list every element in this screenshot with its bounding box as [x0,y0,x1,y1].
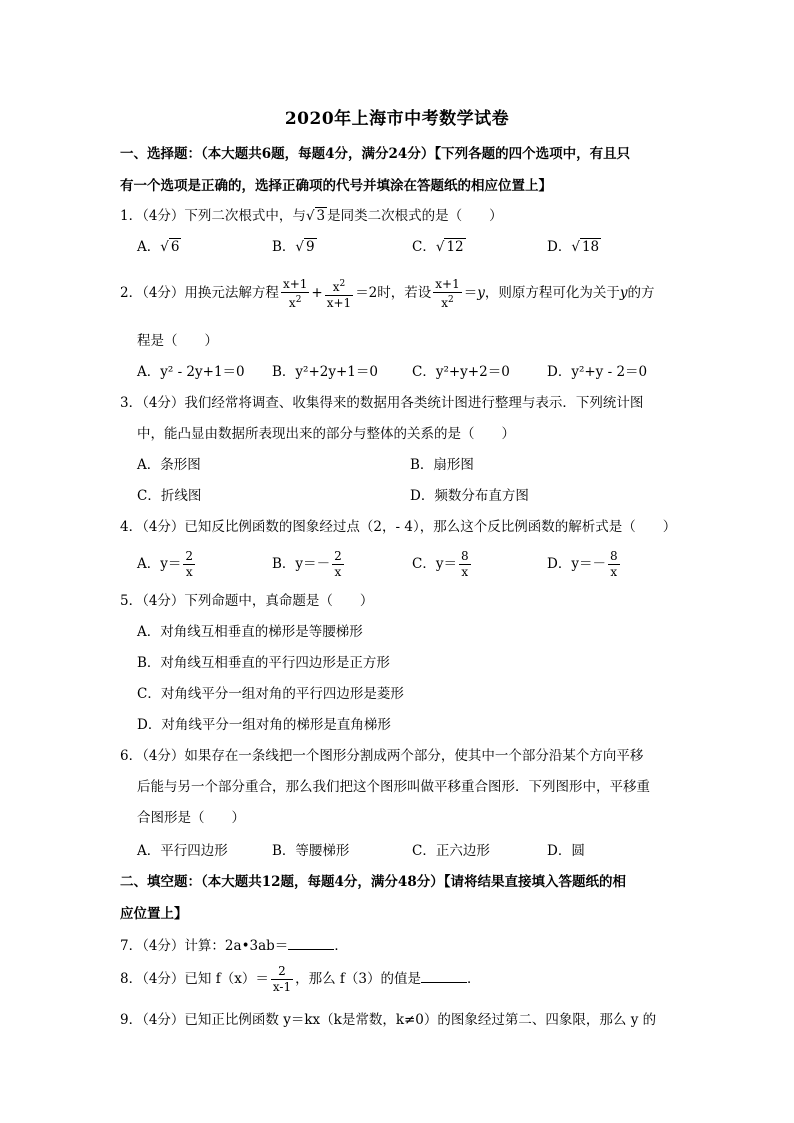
q5-option-d[interactable]: D．对角线平分一组对角的梯形是直角梯形 [137,717,391,733]
q4-option-c[interactable]: C．y＝ $\frac{8}{x}$ [412,549,469,579]
q2-fraction-3: $\frac{x+1}{x^2}$ [435,276,460,310]
q8-fraction: $\frac{2}{x-1}$ [272,964,292,994]
q4-option-a[interactable]: A．y＝ $\frac{2}{x}$ [137,549,194,579]
q3-line1: 3．（4分）我们经常将调查、收集得来的数据用各类统计图进行整理与表示．下列统计图 [120,395,644,411]
q3-option-a[interactable]: A．条形图 [137,457,201,473]
q4-line1: 4．（4分）已知反比例函数的图象经过点（2，- 4），那么这个反比例函数的解析式是（ ） [120,519,677,535]
q1-option-d[interactable]: D．√ 18 [547,239,600,255]
question-7: 7．（4分）计算：2a•3ab＝ ． [120,935,348,956]
q5-option-c[interactable]: C．对角线平分一组对角的平行四边形是菱形 [137,686,404,702]
q1-option-a[interactable]: A．√ 6 [137,239,180,255]
q6-line3: 合图形是（ ） [137,810,245,826]
section1-header-line2: 有一个选项是正确的，选择正确项的代号并填涂在答题纸的相应位置上】 [120,178,552,194]
q5-option-a[interactable]: A．对角线互相垂直的梯形是等腰梯形 [137,624,363,640]
q5-line1: 5．（4分）下列命题中，真命题是（ ） [120,593,374,609]
q3-option-b[interactable]: B．扇形图 [410,457,474,473]
question-8: 8．（4分）已知 f（x）＝ $\frac{2}{x-1}$ ，那么 f（3）的值是 ． [120,964,481,994]
q2-option-a[interactable]: A．y² - 2y+1＝0 [137,364,245,380]
question-2: 2．（4分）用换元法解方程 $\frac{x+1}{x^2}$ + $\frac{x^2}{x+1}$ ＝2时，若设 $\frac{x+1}{x^2}$ ＝y，则原方程可化为关于y的方 [120,276,655,310]
section2-header-line1: 二、填空题：（本大题共12题，每题4分，满分48分）【请将结果直接填入答题纸的相 [120,874,626,890]
section2-header-line2: 应位置上】 [120,906,188,922]
q6-line2: 后能与另一个部分重合，那么我们把这个图形叫做平移重合图形．下列图形中，平移重 [137,779,650,795]
q3-line2: 中，能凸显由数据所表现出来的部分与整体的关系的是（ ） [137,426,515,442]
q6-option-b[interactable]: B．等腰梯形 [272,843,350,859]
q6-option-a[interactable]: A．平行四边形 [137,843,228,859]
q2-line2: 程是（ ） [137,333,218,349]
q1-option-c[interactable]: C．√ 12 [412,239,464,255]
q2-option-c[interactable]: C．y²+y+2＝0 [412,364,510,380]
q2-fraction-1: $\frac{x+1}{x^2}$ [282,276,308,310]
section1-header-line1: 一、选择题：（本大题共6题，每题4分，满分24分）【下列各题的四个选项中，有且只 [120,146,631,162]
q8-answer-blank[interactable] [421,968,467,983]
q9-line1: 9．（4分）已知正比例函数 y＝kx（k是常数，k≠0）的图象经过第二、四象限，那么 y 的 [120,1012,657,1028]
q4-option-d[interactable]: D．y＝－ $\frac{8}{x}$ [547,549,618,579]
q7-answer-blank[interactable] [288,935,334,950]
q6-option-c[interactable]: C．正六边形 [412,843,490,859]
q4-option-b[interactable]: B．y＝－ $\frac{2}{x}$ [272,549,342,579]
q2-fraction-2: $\frac{x^2}{x+1}$ [326,278,352,310]
sqrt-3: √ 3 [305,208,326,224]
q1-option-b[interactable]: B．√ 9 [272,239,315,255]
q6-option-d[interactable]: D．圆 [547,843,585,859]
q1-prefix: 1．（4分）下列二次根式中，与 [120,208,306,224]
q3-option-c[interactable]: C．折线图 [137,488,202,504]
exam-title: 2020年上海市中考数学试卷 [284,109,510,129]
q5-option-b[interactable]: B．对角线互相垂直的平行四边形是正方形 [137,655,390,671]
q2-option-b[interactable]: B．y²+2y+1＝0 [272,364,378,380]
question-1 [120,206,503,226]
q6-line1: 6．（4分）如果存在一条线把一个图形分割成两个部分，使其中一个部分沿某个方向平移 [120,748,644,764]
q3-option-d[interactable]: D．频数分布直方图 [410,488,529,504]
q2-option-d[interactable]: D．y²+y - 2＝0 [547,364,648,380]
q1-suffix: 是同类二次根式的是（ ） [327,208,503,224]
